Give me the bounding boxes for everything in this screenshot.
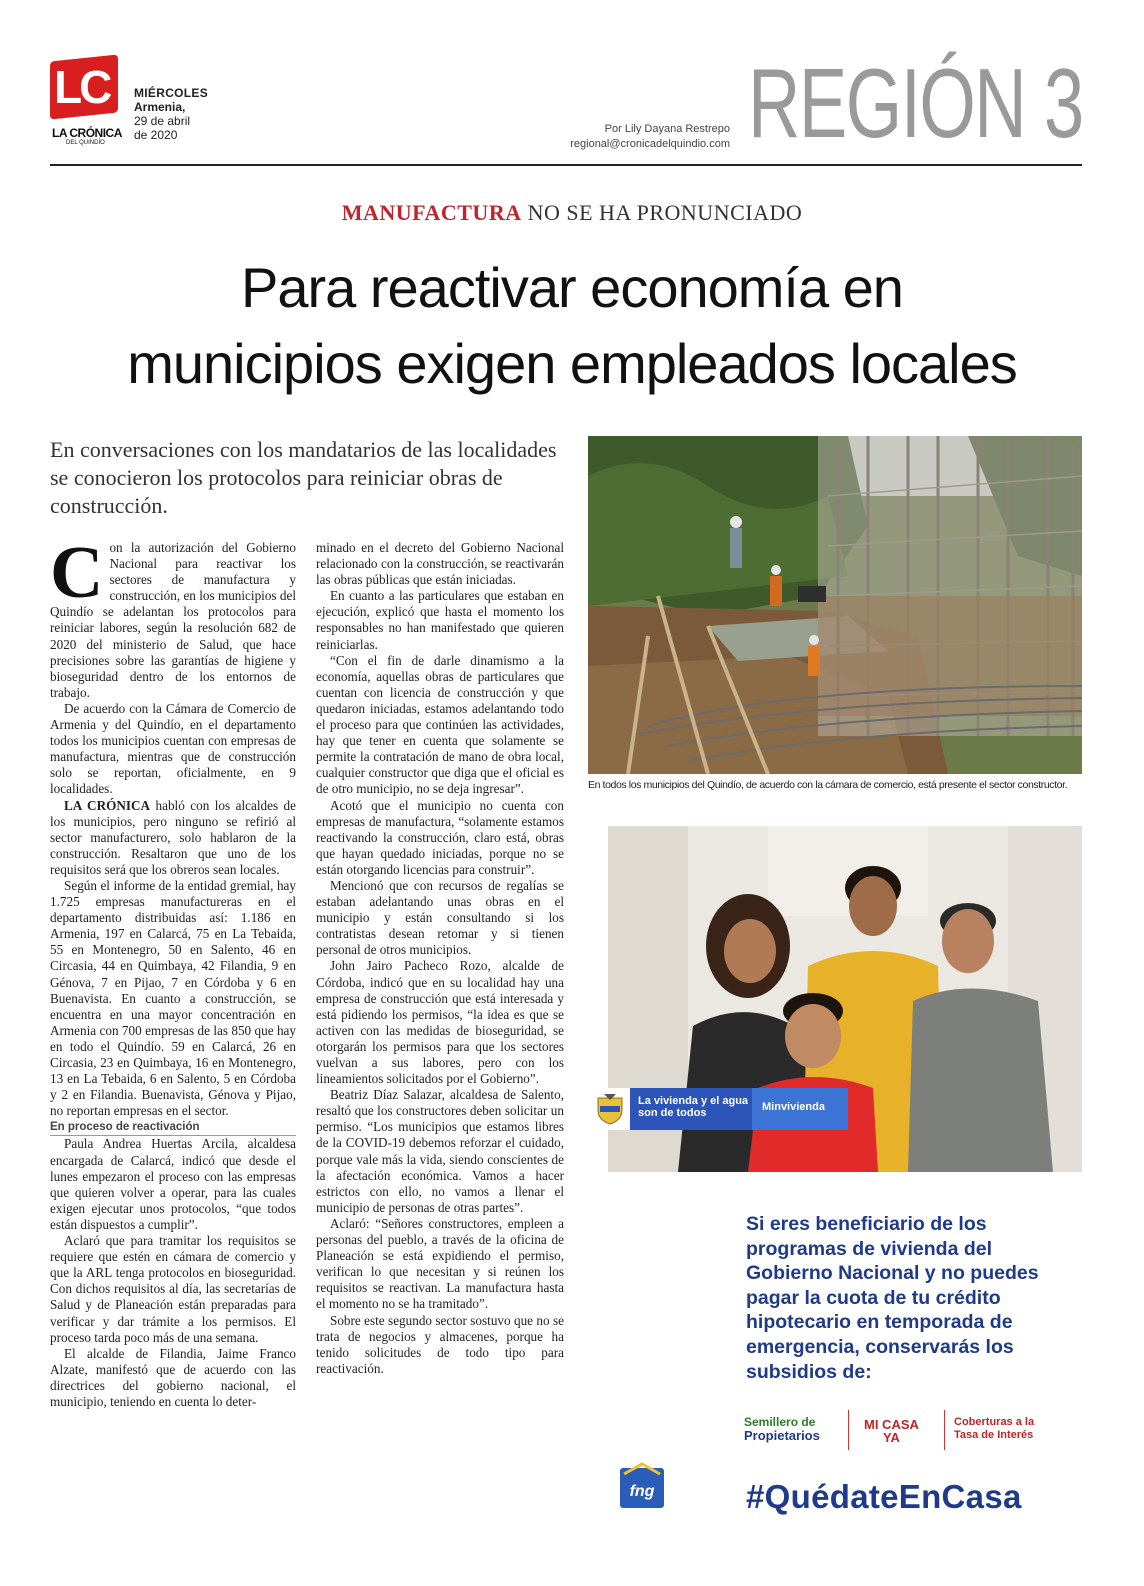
construction-photo [588,436,1082,774]
drop-cap: C [50,532,104,614]
minvivienda-banner [588,1088,848,1130]
logo-divider [848,1410,849,1450]
coberturas-line-2: Tasa de Interés [954,1429,1034,1441]
headline-line-2: municipios exigen empleados locales [127,332,1017,395]
paragraph: Beatriz Díaz Salazar, alcaldesa de Salento, resaltó que los constructores deben solicitar un permiso. “Los municipios que estamos libres de la COVID-19 debemos reforzar el cuidado, porque vale más la vida, siendo conscientes de la afectación económica. Vamos a hacer estrictos con ello, no vamos a llenar el municipio de personas de otras partes”. [316,1087,564,1215]
micasaya-line-2: YA [883,1430,900,1445]
section-title: REGIÓN 3 [748,48,1083,158]
logo-letters: LC [54,61,110,113]
newspaper-logo [50,58,122,146]
logo-name: LA CRÓNICA [52,126,122,140]
fng-logo-mark [618,1460,666,1510]
paragraph: El alcalde de Filandia, Jaime Franco Alzate, manifestó que de acuerdo con las directrices del gobierno nacional, el municipio, teniendo en cuenta lo deter- [50,1345,296,1409]
logo-subtitle: DEL QUINDÍO [66,140,105,146]
byline-block [540,122,730,152]
date-line-2: de 2020 [134,128,178,142]
program-logos [744,1408,1064,1458]
author-email: regional@cronicadelquindio.com [570,138,730,150]
paragraph: En cuanto a las particulares que estaban en ejecución, explicó que hasta el momento los responsables no han manifestado que quieren reiniciarlas. [316,588,564,652]
coberturas-logo [954,1416,1034,1442]
headline [40,250,1104,402]
header-rule [50,164,1082,166]
banner-ministry: Minvivienda [762,1101,825,1113]
semillero-line-1: Semillero de [744,1415,816,1429]
deck: En conversaciones con los mandatarios de las localidades se conocieron los protocolos para reiniciar obras de construcción. [50,437,557,518]
paragraph: minado en el decreto del Gobierno Nacional relacionado con la construcción, se reactivarán las obras públicas que están iniciadas. [316,540,564,588]
colombia-shield-icon [594,1092,626,1126]
date-block [134,86,208,142]
paragraph-text: habló con los alcaldes de los municipios, pero ninguno se refirió al sector manufacturero, solo hablaron de la construcción. Resaltaron que uno de los requisitos será que los obreros sean locales. [50,797,296,877]
brand-name: LA CRÓNICA [64,797,151,813]
banner-slogan: La vivienda y el agua son de todos [638,1095,749,1119]
paragraph: Aclaró: “Señores constructores, empleen a personas del pueblo, a través de la oficina de Planeación se está expidiendo el permiso, verifican lo que necesitan y si reúnen los requisitos se reactivan. La manufactura hasta el momento no se ha tramitado”. [316,1215,564,1312]
micasaya-line-1: MI CASA [864,1417,919,1432]
semillero-line-2: Propietarios [744,1428,820,1443]
kicker-topic: MANUFACTURA [341,200,522,225]
micasaya-logo [864,1418,919,1444]
paragraph: Mencionó que con recursos de regalías se estaban adelantando unas obras en el municipio y están consultando si los contratistas desean retomar y si tienen personal de otros municipios. [316,877,564,958]
ad-body-text: Si eres beneficiario de los programas de vivienda del Gobierno Nacional y no puedes pagar la cuota de tu crédito hipotecario en temporada de emergencia, conservarás los subsidios de: [746,1213,1039,1383]
fng-logo [618,1460,666,1510]
logo-divider [944,1410,945,1450]
paragraph: Sobre este segundo sector sostuvo que no se trata de negocios y almacenes, porque ha tenido solicitudes de todo tipo para reactivación. [316,1312,564,1376]
paragraph: “Con el fin de darle dinamismo a la economía, aquellas obras de particulares que cuentan con licencia de construcción y que quedaron iniciadas, estamos adelantando todo el proceso para que continúen las actividades, hay que tener en cuenta que solamente se permite la contratación de mano de obra local, cualquier constructor que diga que el oficial es de otro municipio, no se deja ingresar”. [316,652,564,797]
paragraph: John Jairo Pacheco Rozo, alcalde de Córdoba, indicó que en su localidad hay una empresa de construcción que está interesada y está pidiendo los permisos, “la idea es que se activen con las medidas de bioseguridad, se otorgarán los permisos para que los sectores vuelvan a sus labores, pero con los lineamientos solicitados por el Gobierno”. [316,958,564,1087]
paragraph: Según el informe de la entidad gremial, hay 1.725 empresas manufactureras en el departamento distribuidas así: 1.186 en Armenia, 197 en Calarcá, 75 en La Tebaida, 55 en Montenegro, 50 en Salento, 46 en Circasia, 44 en Quimbaya, 42 Filandia, 9 en Génova, 7 en Pijao, 7 en Córdoba y 6 en Buenavista. En cuanto a construcción, se encuentra en una mayor concentración en Armenia con 700 empresas de las 850 que hay en todo el Quindío. 59 en Calarcá, 26 en Circasia, 23 en Quimbaya, 16 en Montenegro, 13 en La Tebaida, 6 en Salento, 5 en Córdoba y 2 en Filandia. Buenavista, Génova y Pijao, no reportan empresas en el sector. [50,877,296,1119]
author: Por Lily Dayana Restrepo [604,123,730,135]
date-line-1: 29 de abril [134,114,191,128]
paragraph [50,798,296,878]
headline-line-1: Para reactivar economía en [241,256,903,319]
city: Armenia, [134,100,186,114]
fng-text: fng [629,1483,655,1500]
paragraph-text: on la autorización del Gobierno Nacional para reactivar los sectores de manufactura y construcción, en los municipios del Quindío se adelantan los protocolos para reiniciar labores, según la resolución 682 de 2020 del ministerio de Salud, que hace precisiones sobre las garantías de higiene y bioseguridad dentro de los entornos de trabajo. [50,540,296,700]
hashtag: #QuédateEnCasa [746,1478,1022,1515]
paragraph: Acotó que el municipio no cuenta con empresas de manufactura, “solamente estamos reactivando la construcción, claro está, obras que hayan quedado iniciadas, porque no se están otorgando licencias para construir”. [316,797,564,877]
semillero-logo [744,1416,820,1442]
article-column-2 [316,540,564,1377]
kicker-rest: NO SE HA PRONUNCIADO [527,200,803,225]
paragraph: De acuerdo con la Cámara de Comercio de Armenia y del Quindío, en el departamento todos los municipios cuentan con empresas de manufactura, mientras que de construcción solo se reportan, oficialmente, en 9 localidades. [50,700,296,797]
coberturas-line-1: Coberturas a la [954,1416,1035,1428]
paragraph [50,532,296,701]
paragraph: Aclaró que para tramitar los requisitos se requiere que estén en cámara de comercio y que la ARL tenga protocolos en bioseguridad. Con dichos requisitos al día, las secretarías de Salud y de Planeación están preparadas para verificar y dar trámite a los permisos. El proceso tarda poco más de una semana. [50,1233,296,1345]
paragraph: Paula Andrea Huertas Arcila, alcaldesa encargada de Calarcá, indicó que desde el lunes empezaron el proceso con las empresas que quieren volver a operar, para las cuales exigen ejecutar unos protocolos, “que todos están dispuestos a cumplir”. [50,1136,296,1232]
weekday: MIÉRCOLES [134,86,209,100]
photo-caption: En todos los municipios del Quindío, de acuerdo con la cámara de comercio, está presente el sector constructor. [588,779,1068,791]
kicker [0,200,1144,226]
article-column-1 [50,532,296,1410]
subheading: En proceso de reactivación [50,1119,296,1136]
construction-scene [588,436,1082,774]
